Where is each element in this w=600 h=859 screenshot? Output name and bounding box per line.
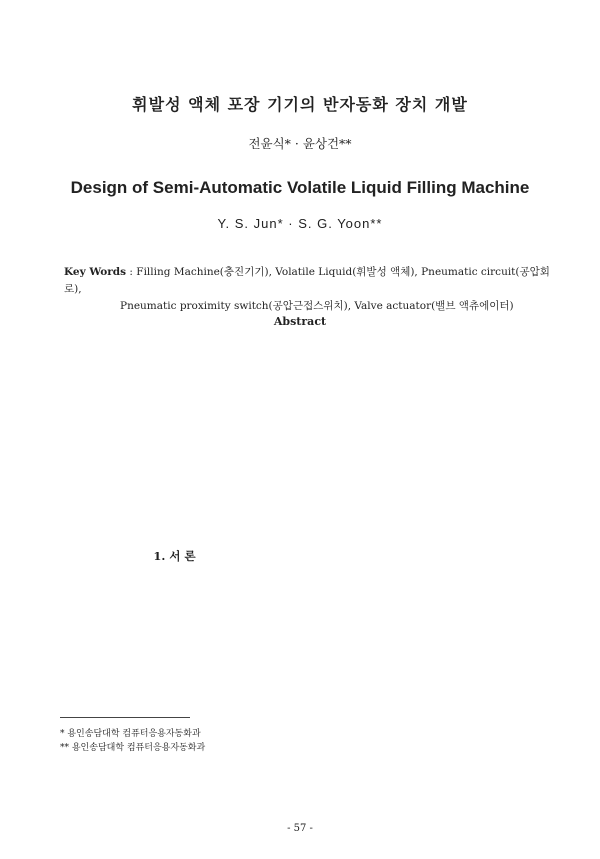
keywords-label: Key Words [64, 266, 127, 278]
paper-title-korean: 휘발성 액체 포장 기기의 반자동화 장치 개발 [132, 95, 468, 114]
abstract-heading: Abstract [273, 315, 327, 328]
keywords-line-1: Filling Machine(충진기기), Volatile Liquid(휘발성 액체), Pneumatic circuit(공압회로), [64, 266, 550, 295]
section-1-heading: 1. 서 론 [153, 549, 196, 563]
keywords-block [64, 264, 564, 315]
footnote-2: ** 용인송담대학 컴퓨터응용자동화과 [60, 743, 206, 753]
keywords-separator: : [126, 266, 137, 278]
paper-title-english: Design of Semi-Automatic Volatile Liquid Filling Machine [70, 178, 530, 197]
authors-english: Y. S. Jun* · S. G. Yoon** [217, 216, 383, 231]
page-number: - 57 - [287, 823, 313, 834]
keywords-line-2: Pneumatic proximity switch(공압근접스위치), Valve actuator(밸브 액츄에이터) [120, 300, 514, 312]
footnote-rule [60, 717, 190, 718]
abstract-body [52, 340, 552, 502]
footnote-1: * 용인송담대학 컴퓨터응용자동화과 [60, 729, 201, 739]
authors-korean: 전윤식* · 윤상건** [248, 136, 352, 151]
right-column [316, 525, 556, 825]
footnotes [60, 727, 300, 755]
